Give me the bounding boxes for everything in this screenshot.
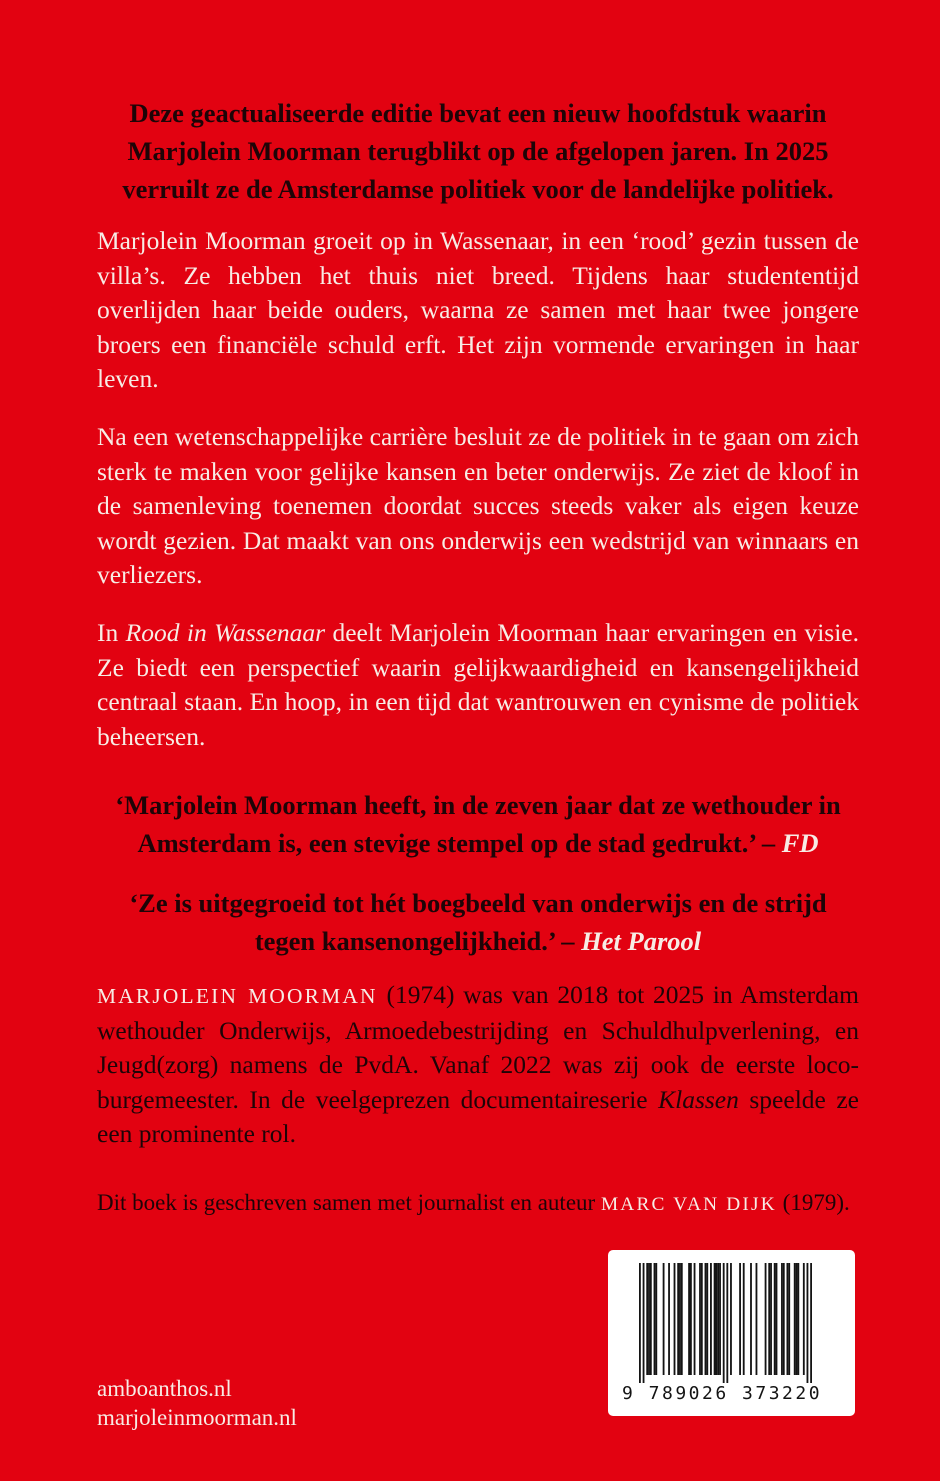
ean-barcode xyxy=(639,1263,812,1389)
publisher-site: amboanthos.nl xyxy=(97,1376,232,1401)
book-description-paragraph: In Rood in Wassenaar deelt Marjolein Moorman haar ervaringen en visie. Ze biedt een perspectief waarin gelijkwaardigheid en kansengelijkheid centraal staan. En hoop, in een tijd dat wantrouwen en cynisme de politiek beheersen. xyxy=(97,618,859,751)
career-paragraph: Na een wetenschappelijke carrière besluit ze de politiek in te gaan om zich sterk te maken voor gelijke kansen en beter onderwijs. Ze ziet de kloof in de samenleving toenemen doordat succes steeds vaker als eigen keuze wordt gezien. Dat maakt van ons onderwijs een wedstrijd van winnaars en verliezers. xyxy=(97,422,859,590)
barcode-digits: 9 789026 373220 xyxy=(622,1383,842,1404)
update-notice: Deze geactualiseerde editie bevat een nieuw hoofdstuk waarin Marjolein Moorman terugblikt op de afgelopen jaren. In 2025 verruilt ze de Amsterdamse politiek voor de landelijke politiek. xyxy=(122,98,834,204)
coauthor-note: Dit boek is geschreven samen met journalist en auteur MARC VAN DIJK (1979). xyxy=(97,1190,850,1215)
press-quote-fd: ‘Marjolein Moorman heeft, in de zeven jaar dat ze wethouder in Amsterdam is, een stevige stempel op de stad gedrukt.’ – FD xyxy=(115,790,841,858)
isbn-barcode-box xyxy=(608,1250,855,1416)
author-site: marjoleinmoorman.nl xyxy=(97,1405,297,1430)
press-quote-parool: ‘Ze is uitgegroeid tot hét boegbeeld van onderwijs en de strijd tegen kansenongelijkheid.’ – Het Parool xyxy=(129,888,827,956)
intro-paragraph: Marjolein Moorman groeit op in Wassenaar, in een ‘rood’ gezin tussen de villa’s. Ze hebben het thuis niet breed. Tijdens haar studententijd overlijden haar beide ouders, waarna ze samen met haar twee jongere broers een financiële schuld erft. Het zijn vormende ervaringen in haar leven. xyxy=(97,226,859,394)
author-bio: MARJOLEIN MOORMAN (1974) was van 2018 tot 2025 in Amsterdam wethouder Onderwijs, Armoedebestrijding en Schuldhulpverlening, en Jeugd(zorg) namens de PvdA. Vanaf 2022 was zij ook de eerste locoburgemeester. In de veelgeprezen documentaireserie Klassen speelde ze een prominente rol. xyxy=(97,980,860,1149)
